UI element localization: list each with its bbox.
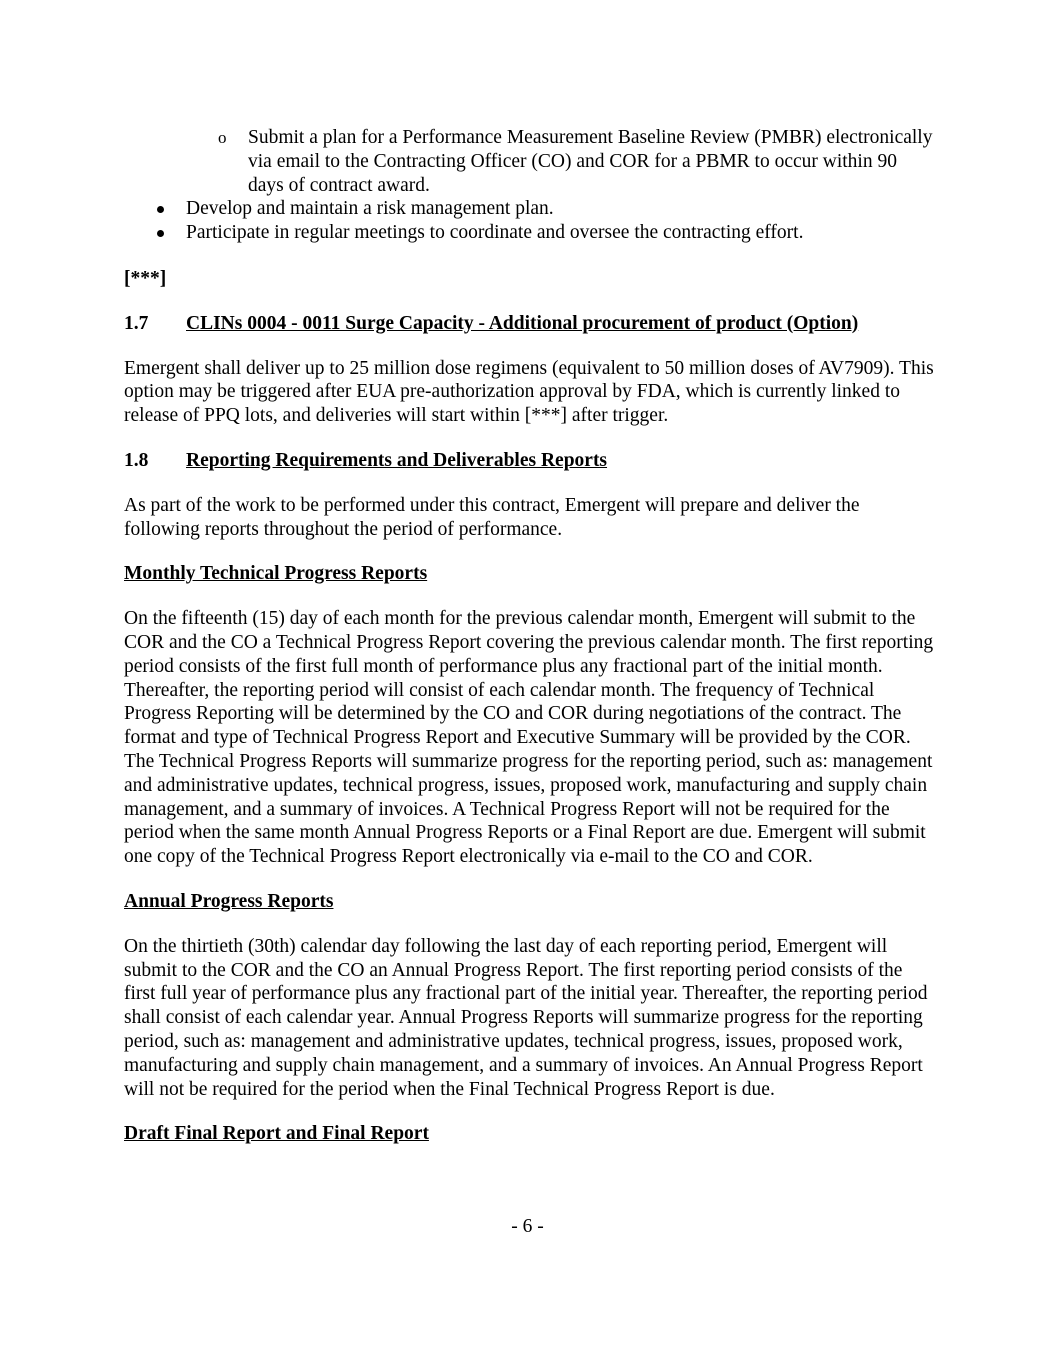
list-item-text: Develop and maintain a risk management plan. <box>186 198 554 220</box>
bullet-list <box>124 197 934 245</box>
redacted-marker: [***] <box>124 267 167 289</box>
list-item-text: Participate in regular meetings to coordinate and oversee the contracting effort. <box>186 222 804 244</box>
sub-bullet-text: Submit a plan for a Performance Measurement Baseline Review (PMBR) electronically via email to the Contracting Officer (CO) and COR for a PBMR to occur within 90 days of contract award. <box>248 127 933 196</box>
document-page <box>124 126 934 1146</box>
section-title: Reporting Requirements and Deliverables Reports <box>186 449 608 471</box>
bullet-dot-icon <box>157 230 164 237</box>
section-number: 1.7 <box>124 312 149 334</box>
section-title: CLINs 0004 - 0011 Surge Capacity - Additional procurement of product (Option) <box>186 312 859 334</box>
section-body-1-8: As part of the work to be performed under this contract, Emergent will prepare and deliver the following reports throughout the period of performance. <box>124 494 860 540</box>
sub-bullet-pmbr <box>124 126 934 197</box>
bullet-dot-icon <box>157 206 164 213</box>
sub-bullet-marker: o <box>218 128 227 147</box>
subheading-annual-reports: Annual Progress Reports <box>124 890 334 912</box>
annual-reports-body: On the thirtieth (30th) calendar day following the last day of each reporting period, Emergent will submit to the COR and the CO an Annual Progress Report. The first reporting period consists of the first full year of performance plus any fractional part of the initial year. Thereafter, the reporting period shall consist of each calendar year. Annual Progress Reports will summarize progress for the reporting period, such as: management and administrative updates, technical progress, issues, proposed work, manufacturing and supply chain management, and a summary of invoices. An Annual Progress Report will not be required for the period when the Final Technical Progress Report is due. <box>124 935 928 1100</box>
section-heading-1-8 <box>124 449 934 473</box>
list-item <box>124 197 934 221</box>
section-heading-1-7 <box>124 312 934 336</box>
section-body-1-7: Emergent shall deliver up to 25 million dose regimens (equivalent to 50 million doses of AV7909). This option may be triggered after EUA pre-authorization approval by FDA, which is currently linked to release of PPQ lots, and deliveries will start within [***] after trigger. <box>124 357 934 427</box>
monthly-reports-body: On the fifteenth (15) day of each month for the previous calendar month, Emergent will submit to the COR and the CO a Technical Progress Report covering the previous calendar month. The first reporting period consists of the first full month of performance plus any fractional part of the initial month. Thereafter, the reporting period will consist of each calendar month. The frequency of Technical Progress Reporting will be determined by the CO and COR during negotiations of the contract. The format and type of Technical Progress Report and Executive Summary will be provided by the COR. The Technical Progress Reports will summarize progress for the reporting period, such as: management and administrative updates, technical progress, issues, proposed work, manufacturing and supply chain management, and a summary of invoices. A Technical Progress Report will not be required for the period when the same month Annual Progress Reports or a Final Report are due. Emergent will submit one copy of the Technical Progress Report electronically via e-mail to the CO and COR. <box>124 608 934 868</box>
subheading-monthly-reports: Monthly Technical Progress Reports <box>124 563 428 585</box>
subheading-draft-final-report: Draft Final Report and Final Report <box>124 1123 429 1145</box>
section-number: 1.8 <box>124 449 149 471</box>
page-number: - 6 - <box>511 1216 544 1237</box>
list-item <box>124 221 934 245</box>
